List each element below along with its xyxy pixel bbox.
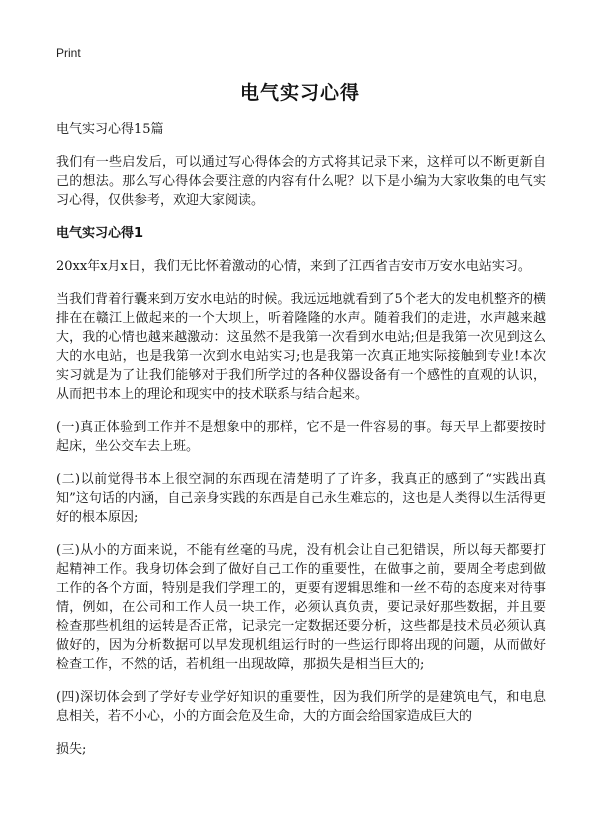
document-body [56,120,546,773]
paragraph-2: 当我们背着行囊来到万安水电站的时候。我远远地就看到了5个老大的发电机整齐的横排在在赣江上做起来的一个大坝上，听着隆隆的水声。随着我们的走进，水声越来越大，我的心情也越来越激动：这虽然不是我第一次看到水电站;但是我第一次见到这么大的水电站，也是我第一次到水电站实习;也是我第一次真正地实际接触到专业!本次实习就是为了让我们能够对于我们所学过的各种仪器设备有一个感性的直观的认识，从而把书本上的理论和现实中的技术联系与结合起来。 [56,292,546,402]
section-heading: 电气实习心得1 [56,226,144,241]
paragraph-3: (一)真正体验到工作并不是想象中的那样，它不是一件容易的事。每天早上都要按时起床，坐公交车去上班。 [56,420,546,454]
page-title: 电气实习心得 [239,82,360,104]
paragraph-7: 损失; [56,742,87,757]
paragraph-4: (二)以前觉得书本上很空洞的东西现在清楚明了了许多，我真正的感到了“实践出真知”这句话的内涵，自己亲身实践的东西是自己永生难忘的，这也是人类得以生活得更好的根本原因; [56,472,546,525]
paragraph-5: (三)从小的方面来说，不能有丝毫的马虎，没有机会让自己犯错误，所以每天都要打起精神工作。我身切体会到了做好自己工作的重要性，在做事之前，要周全考虑到做工作的各个方面，特别是我们学理工的，更要有逻辑思维和一丝不苟的态度来对待事情，例如，在公司和工作人员一块工作，必须认真负责，要记录好那些数据，并且要检查那些机组的运转是否正常，记录完一定数据还要分析，这些都是技术员必须认真做好的，因为分析数据可以早发现机组运行时的一些运行即将出现的问题，从而做好检查工作，不然的话，若机组一出现故障，那损失是相当巨大的; [56,543,546,672]
intro-paragraph: 我们有一些启发后，可以通过写心得体会的方式将其记录下来，这样可以不断更新自己的想法。那么写心得体会要注意的内容有什么呢？以下是小编为大家收集的电气实习心得，仅供参考，欢迎大家阅读。 [56,155,546,208]
print-link[interactable]: Print [56,46,81,60]
paragraph-6: (四)深切体会到了学好专业学好知识的重要性，因为我们所学的是建筑电气，和电息息相关，若不小心，小的方面会危及生命，大的方面会给国家造成巨大的 [56,690,546,724]
paragraph-1: 20xx年x月x日，我们无比怀着激动的心情，来到了江西省吉安市万安水电站实习。 [56,259,531,274]
document-subtitle: 电气实习心得15篇 [56,122,164,137]
